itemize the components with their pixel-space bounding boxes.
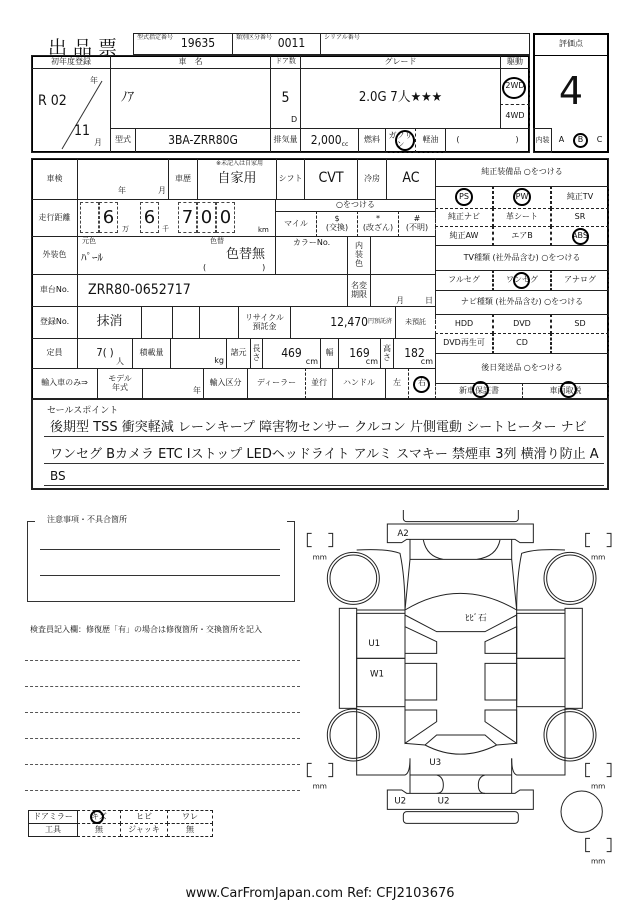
right-front-door xyxy=(517,613,565,658)
inspection-month-unit: 月 xyxy=(158,186,166,195)
selection-circle xyxy=(455,188,473,206)
unit-1k: 千 xyxy=(162,225,169,233)
later-warranty: 新車保証書 xyxy=(435,383,523,399)
right-sill xyxy=(565,608,582,708)
parts-cell: ジャッキ xyxy=(120,823,168,837)
original-color: ﾊﾟｰﾙ xyxy=(81,251,103,264)
capacity-label: 定員 xyxy=(31,338,78,369)
first-reg-cell xyxy=(31,68,111,153)
rear-bumper xyxy=(387,790,533,809)
mileage-mark-note: ○をつける xyxy=(275,199,436,212)
recycle-value: 12,470 xyxy=(330,314,368,329)
selection-circle xyxy=(502,77,526,99)
mm-label: mm xyxy=(591,856,606,866)
model-year-label: モデル 年式 xyxy=(97,368,143,399)
left-front-door xyxy=(357,613,405,658)
recycle-unpaid: 未預託 xyxy=(395,306,436,339)
dotted-rule xyxy=(25,738,300,739)
damage-mark-u2: U2 xyxy=(437,796,450,807)
score-label: 評価点 xyxy=(533,34,609,56)
mm-label: mm xyxy=(591,552,606,562)
equip-leather: 革シート xyxy=(493,208,551,227)
car-damage-diagram xyxy=(300,510,630,870)
selection-circle xyxy=(472,381,489,398)
type-no: 19635 xyxy=(180,36,216,51)
month-unit: 月 xyxy=(94,138,102,147)
color-change-paren: ( ) xyxy=(203,263,266,272)
damage-mark-chip: ﾋﾋﾞ石 xyxy=(465,613,487,624)
mark-mile: マイル xyxy=(275,211,317,237)
windshield xyxy=(405,593,517,631)
unit-km: km xyxy=(258,226,269,234)
mileage-digit xyxy=(80,202,99,233)
doors-label: ドア数 xyxy=(270,55,301,69)
parts-cell: ヒビ xyxy=(120,810,168,824)
mileage-digit: 0 xyxy=(197,202,216,233)
color-change-label: 色替 xyxy=(210,237,224,245)
mm-label: mm xyxy=(312,552,327,562)
mileage-label: 走行距離 xyxy=(31,199,78,237)
selection-circle xyxy=(395,130,415,151)
import-type-label: 輸入区分 xyxy=(203,368,248,399)
unit-10k: 万 xyxy=(122,225,129,233)
selection-circle xyxy=(572,228,589,245)
ac-value: AC xyxy=(386,158,436,200)
import-dealer: ディーラー xyxy=(247,368,306,399)
model-year-unit: 年 xyxy=(142,368,204,399)
navi-dvd-play: DVD再生可 xyxy=(435,333,493,354)
tv-fullseg: フルセグ xyxy=(435,270,493,291)
class-no-label: 類別区分番号 xyxy=(236,34,273,41)
dotted-rule xyxy=(25,686,300,687)
handle-left: 左 xyxy=(385,368,409,399)
load-unit: kg xyxy=(170,338,227,369)
width-value: 169 xyxy=(349,345,370,360)
name-change-cell xyxy=(370,274,436,307)
dotted-rule xyxy=(25,764,300,765)
year-unit: 年 xyxy=(90,76,98,85)
ac-label: 冷房 xyxy=(357,158,387,200)
damage-mark-u1: U1 xyxy=(368,639,381,649)
tv-oneseg: ワンセグ xyxy=(493,270,551,291)
displacement-unit: cc xyxy=(341,141,349,149)
equip-tv: 純正TV xyxy=(551,186,609,209)
left-sill xyxy=(339,608,356,708)
parts-cell: 無 xyxy=(167,823,213,837)
history-label: 車歴 xyxy=(168,158,198,200)
rule xyxy=(40,549,280,550)
damage-mark-u3: U3 xyxy=(429,758,442,768)
spec-label: 諸元 xyxy=(226,338,251,369)
selection-circle xyxy=(90,810,104,824)
rule xyxy=(44,463,604,464)
plate-value: 抹消 xyxy=(77,306,142,339)
left-rear-door xyxy=(357,658,405,706)
history-value: 自家用 xyxy=(217,170,257,186)
rear-glass xyxy=(405,735,517,754)
rule xyxy=(27,521,35,522)
navi-sd: SD xyxy=(551,314,609,334)
cm-unit: cm xyxy=(365,357,378,367)
left-front-fender xyxy=(357,550,405,610)
color-cell xyxy=(77,236,276,275)
rear-fenders xyxy=(357,708,565,775)
mm-label: mm xyxy=(312,781,327,791)
type-no-label: 型式指定番号 xyxy=(137,34,174,41)
color-label: 外装色 xyxy=(31,236,78,275)
first-reg-label: 初年度登録 xyxy=(31,55,111,69)
notes-label: 注意事項・不具合箇所 xyxy=(47,515,127,524)
rule xyxy=(27,601,295,602)
mileage-digit: 6 xyxy=(140,202,159,233)
plate-blank xyxy=(141,306,173,339)
capacity-cell xyxy=(77,338,133,369)
color-no-label: カラーNo. xyxy=(275,236,348,275)
footer-reference: www.CarFromJapan.com Ref: CFJ2103676 xyxy=(185,886,455,901)
height-label: 高 さ xyxy=(380,338,394,369)
class-no-cell xyxy=(232,33,321,55)
later-header: 後日発送品 ○をつける xyxy=(435,353,609,384)
history-note: ※未記入は自家用 xyxy=(216,160,264,167)
grade-label: グレード xyxy=(300,55,501,69)
parts-cell: ドアミラー xyxy=(28,810,78,824)
plate-blank xyxy=(172,306,200,339)
mileage-digit: 0 xyxy=(216,202,235,233)
equip-ps: PS xyxy=(435,186,493,209)
serial-cell xyxy=(320,33,530,55)
inspection-year-unit: 年 xyxy=(118,186,126,195)
displacement-label: 排気量 xyxy=(270,128,301,153)
parts-cell: 無 xyxy=(77,823,121,837)
mm-label: mm xyxy=(591,781,606,791)
equip-abs: ABS xyxy=(551,226,609,246)
left-windows xyxy=(405,627,437,744)
length-value: 469 xyxy=(281,345,302,360)
selection-circle xyxy=(560,381,577,398)
fuel-other: ( ) xyxy=(445,128,530,153)
chassis-value: ZRR80-0652717 xyxy=(77,274,348,307)
inspection-label: 車検 xyxy=(31,158,78,200)
wheel-rear-left xyxy=(327,709,379,761)
rule xyxy=(40,575,280,576)
height-cell xyxy=(393,338,436,369)
mileage-digit: 6 xyxy=(99,202,118,233)
navi-blank xyxy=(551,333,609,354)
dotted-rule xyxy=(25,790,300,791)
plate-label: 登録No. xyxy=(31,306,78,339)
parts-cell: ワレ xyxy=(167,810,213,824)
tv-header: TV種類 (社外品含む) ○をつける xyxy=(435,245,609,271)
interior-grade-c: C xyxy=(596,135,603,145)
selection-circle xyxy=(413,376,430,393)
fuel-gasoline: ガソリン xyxy=(385,128,416,153)
interior-grade-b: B xyxy=(577,135,584,145)
equip-airbag: エアB xyxy=(493,226,551,246)
doors-value: 5 xyxy=(281,89,290,106)
wheel-rear-right xyxy=(544,709,596,761)
rule xyxy=(44,436,604,437)
navi-cd: CD xyxy=(493,333,551,354)
equip-navi: 純正ナビ xyxy=(435,208,493,227)
interior-label: 内装 xyxy=(533,128,552,153)
cm-unit: cm xyxy=(305,357,318,367)
rear-gate xyxy=(410,758,512,793)
model-value: 3BA-ZRR80G xyxy=(135,128,271,153)
car-name: ﾉｱ xyxy=(110,68,271,129)
drive-label: 駆動 xyxy=(500,55,530,69)
grade-value: 2.0G 7人★★★ xyxy=(300,68,501,129)
cm-unit: cm xyxy=(420,357,433,367)
navi-hdd: HDD xyxy=(435,314,493,334)
sales-line-3: BS xyxy=(50,469,66,483)
sales-line-1: 後期型 TSS 衝突軽減 レーンキープ 障害物センサー クルコン 片側電動 シートヒーター ナビ xyxy=(50,420,587,435)
damage-mark-w1: W1 xyxy=(370,669,385,680)
shift-value: CVT xyxy=(304,158,358,200)
import-label: 輸入車のみ⇒ xyxy=(31,368,98,399)
handle-right: 右 xyxy=(408,368,436,399)
sales-points-label: セールスポイント xyxy=(47,406,119,416)
navi-dvd: DVD xyxy=(493,314,551,334)
equip-aw: 純正AW xyxy=(435,226,493,246)
model-label: 型式 xyxy=(110,128,136,153)
mark-unknown: # (不明) xyxy=(398,211,436,237)
parts-cell: 工具 xyxy=(28,823,78,837)
notes-bracket xyxy=(27,521,295,602)
displacement-value: 2,000 xyxy=(310,132,342,147)
dotted-rule xyxy=(25,712,300,713)
damage-mark-u2: U2 xyxy=(394,796,407,807)
spare-wheel xyxy=(561,791,602,832)
mark-tampered: * (改ざん) xyxy=(357,211,399,237)
score-value: 4 xyxy=(558,69,584,114)
width-cell xyxy=(338,338,381,369)
color-change-value: 色替無 xyxy=(226,247,266,262)
recycle-label: リサイクル 預託金 xyxy=(238,306,291,339)
parts-cell: キズ xyxy=(77,810,121,824)
length-cell xyxy=(262,338,321,369)
doors-unit: D xyxy=(291,115,298,124)
type-no-cell xyxy=(133,33,233,55)
interior-color-value xyxy=(370,236,436,275)
wheel-front-left xyxy=(327,552,379,604)
name-change-label: 名変 期限 xyxy=(347,274,371,307)
recycle-cell xyxy=(290,306,396,339)
rule xyxy=(287,521,295,522)
height-value: 182 xyxy=(404,345,425,360)
handle-label: ハンドル xyxy=(332,368,386,399)
fuel-diesel: 軽油 xyxy=(415,128,446,153)
sheet-title: 出品票 xyxy=(48,37,124,59)
serial-label: シリアル番号 xyxy=(324,34,360,41)
name-change-month: 月 xyxy=(396,296,404,305)
import-parallel: 並行 xyxy=(305,368,333,399)
drive-4wd: 4WD xyxy=(500,104,530,129)
doors-cell xyxy=(270,68,301,129)
name-change-day: 日 xyxy=(425,296,433,305)
hood xyxy=(405,539,517,610)
right-windows xyxy=(485,627,517,744)
rear-bar xyxy=(403,812,518,824)
width-label: 幅 xyxy=(320,338,339,369)
drive-2wd: 2WD xyxy=(500,68,530,105)
front-bar xyxy=(403,510,518,522)
later-manual: 車両取説 xyxy=(522,383,609,399)
recycle-unit: 円預託済 xyxy=(367,318,392,326)
equip-pw: PW xyxy=(493,186,551,209)
car-name-label: 車 名 xyxy=(110,55,271,69)
selection-circle xyxy=(573,133,588,148)
sales-line-2: ワンセグ Bカメラ ETC Iストップ LEDヘッドライト アルミ スマキー 禁煙車 3列 横滑り防止 A xyxy=(50,447,599,462)
mark-replaced: $ (交換) xyxy=(316,211,358,237)
damage-mark-a2: A2 xyxy=(397,529,409,539)
class-no: 0011 xyxy=(277,36,306,51)
right-rear-door xyxy=(517,658,565,706)
reg-month: 11 xyxy=(74,123,91,139)
inspector-label: 検査員記入欄：修復歴「有」の場合は修復箇所・交換箇所を記入 xyxy=(30,625,262,634)
interior-grade-a: A xyxy=(558,135,565,145)
rule xyxy=(44,485,604,486)
capacity-unit: 人 xyxy=(116,357,124,366)
interior-color-label: 内 装 色 xyxy=(347,236,371,275)
dotted-rule xyxy=(25,660,300,661)
reg-era-year: R 02 xyxy=(38,93,67,109)
inspection-cell xyxy=(77,158,169,200)
plate-blank xyxy=(199,306,239,339)
selection-circle xyxy=(513,272,530,289)
capacity-value: 7( ) xyxy=(96,346,114,360)
length-label: 長 さ xyxy=(250,338,263,369)
wheel-front-right xyxy=(544,552,596,604)
original-color-label: 元色 xyxy=(82,237,96,245)
equip-sr: SR xyxy=(551,208,609,227)
navi-header: ナビ種類 (社外品含む) ○をつける xyxy=(435,290,609,315)
mileage-digit: 7 xyxy=(178,202,197,233)
displacement-cell xyxy=(300,128,359,153)
shift-label: シフト xyxy=(276,158,305,200)
chassis-label: 車台No. xyxy=(31,274,78,307)
tv-analog: アナログ xyxy=(551,270,609,291)
fuel-label: 燃料 xyxy=(358,128,386,153)
equipment-header: 純正装備品 ○をつける xyxy=(435,158,609,187)
history-cell xyxy=(197,158,277,200)
selection-circle xyxy=(513,188,531,206)
load-label: 積載量 xyxy=(132,338,171,369)
